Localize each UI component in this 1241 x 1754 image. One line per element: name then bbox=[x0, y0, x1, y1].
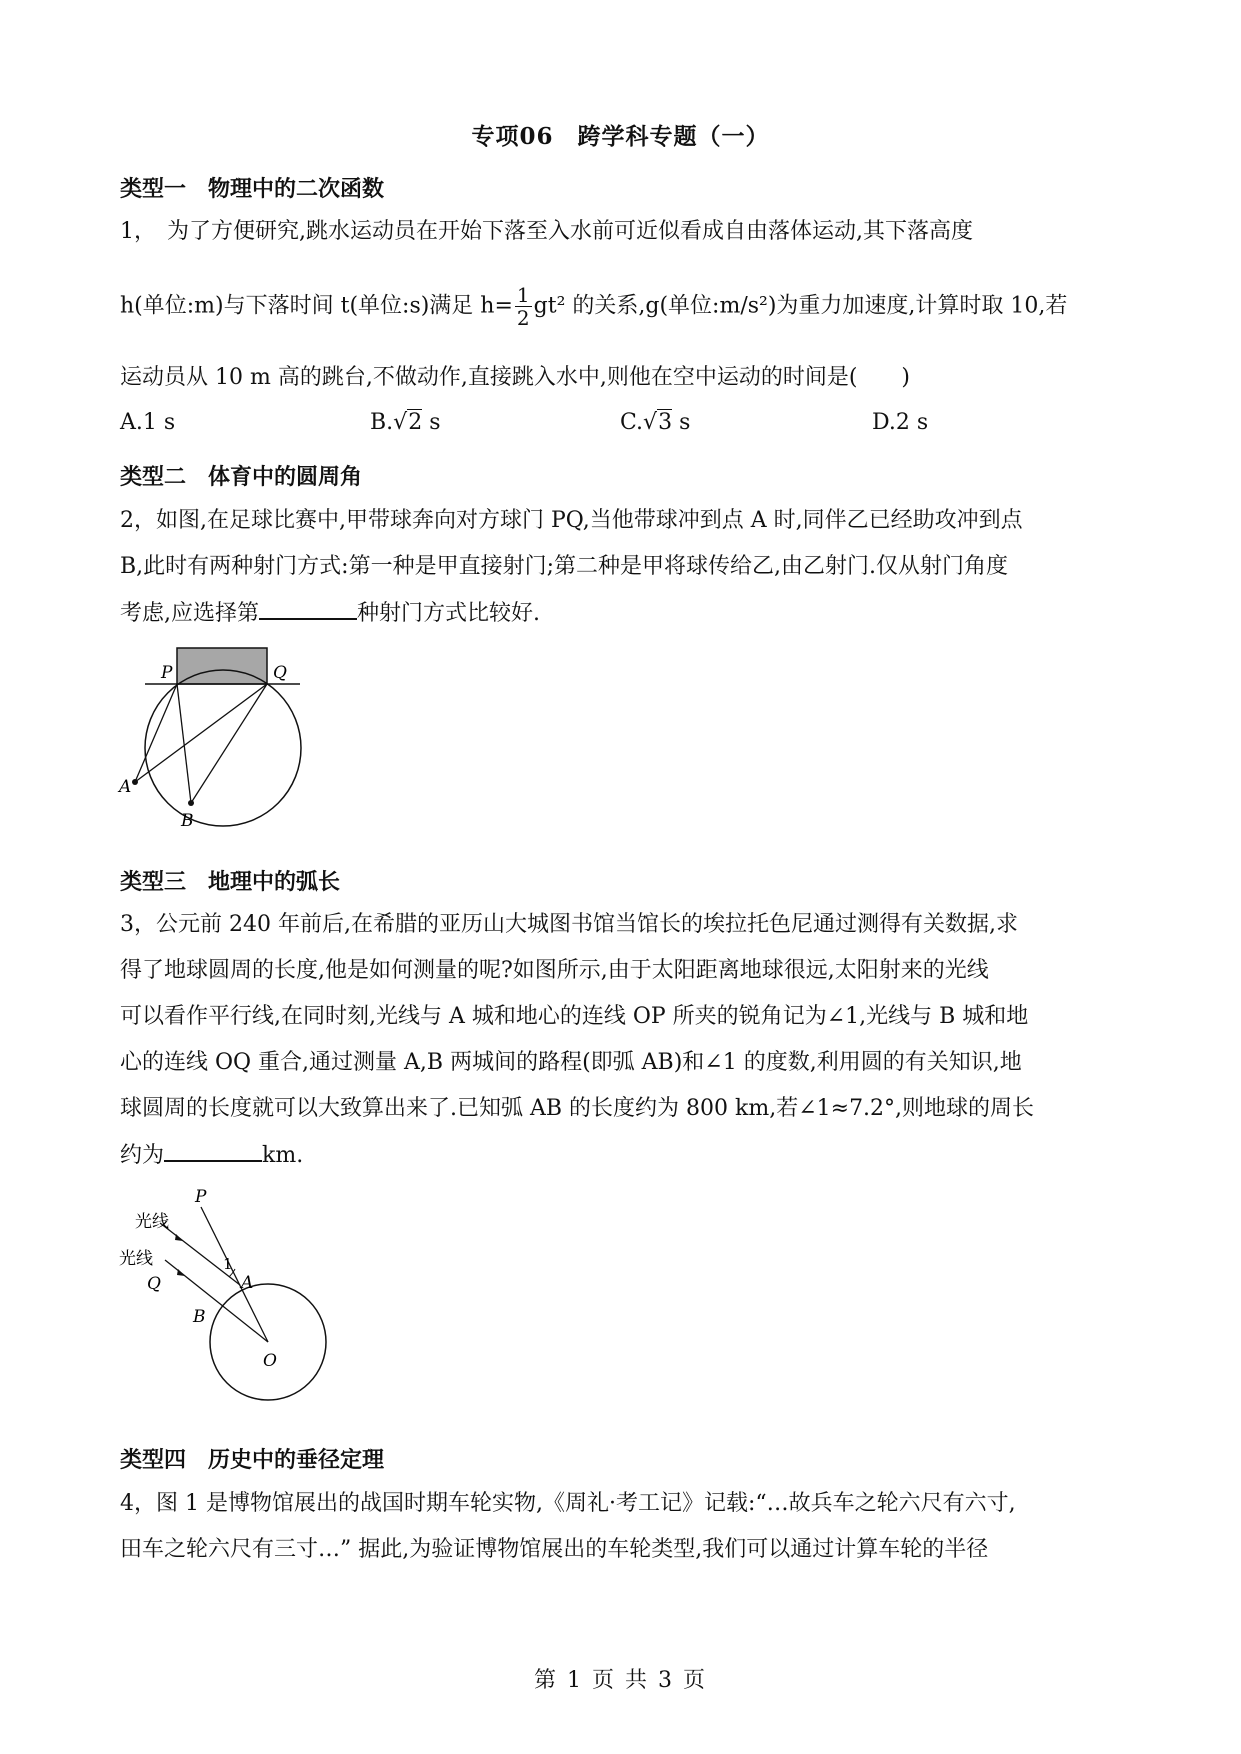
q2-line-3a: 考虑,应选择第 bbox=[120, 601, 259, 626]
section-heading-3: 类型三 地理中的弧长 bbox=[120, 869, 341, 895]
sqrt-3: √3 bbox=[643, 410, 673, 435]
q2-line-3b: 种射门方式比较好. bbox=[357, 601, 540, 626]
label-angle-1: 1 bbox=[223, 1255, 233, 1273]
q1-line-2 bbox=[120, 284, 1067, 329]
earth-light-diagram bbox=[115, 1185, 345, 1415]
point-b bbox=[188, 800, 194, 806]
q1-line-2a: h(单位:m)与下落时间 t(单位:s)满足 h= bbox=[120, 293, 513, 319]
label-b: B bbox=[181, 811, 194, 831]
line-QA bbox=[135, 684, 267, 782]
line-PA bbox=[135, 684, 177, 782]
fraction-denominator: 2 bbox=[516, 306, 530, 330]
radicand-2: 2 bbox=[408, 410, 423, 435]
label-light-1: 光线 bbox=[135, 1212, 169, 1232]
radicand-3: 3 bbox=[658, 410, 673, 435]
q2-line-2: B,此时有两种射门方式:第一种是甲直接射门;第二种是甲将球传给乙,由乙射门.仅从射门角度 bbox=[120, 554, 1008, 579]
line-PB bbox=[177, 684, 191, 803]
soccer-goal-diagram bbox=[115, 640, 315, 840]
circle bbox=[145, 670, 301, 826]
goal-rect bbox=[177, 648, 267, 684]
label-p: P bbox=[161, 663, 173, 683]
option-c-label: C. bbox=[620, 410, 644, 435]
page-footer: 第 1 页 共 3 页 bbox=[534, 1668, 707, 1693]
label-a: A bbox=[119, 777, 132, 797]
section-heading-1: 类型一 物理中的二次函数 bbox=[120, 176, 385, 202]
label-b: B bbox=[193, 1307, 206, 1327]
q2-line-1: 2，如图,在足球比赛中,甲带球奔向对方球门 PQ,当他带球冲到点 A 时,同伴乙已经助攻冲到点 bbox=[120, 508, 1023, 533]
arrow-2 bbox=[177, 1269, 185, 1276]
q1-line-1: 1， 为了方便研究,跳水运动员在开始下落至入水前可近似看成自由落体运动,其下落高度 bbox=[120, 219, 973, 244]
option-b-unit: s bbox=[422, 410, 441, 435]
label-light-2: 光线 bbox=[119, 1249, 153, 1269]
document-title: 专项06 跨学科专题（一） bbox=[471, 123, 770, 150]
q1-option-c bbox=[620, 410, 690, 435]
section-heading-4: 类型四 历史中的垂径定理 bbox=[120, 1447, 385, 1473]
q1-option-d: D.2 s bbox=[872, 410, 929, 435]
line-QB bbox=[191, 684, 267, 803]
q1-option-a: A.1 s bbox=[120, 410, 176, 435]
q1-line-2b: gt² 的关系,g(单位:m/s²)为重力加速度,计算时取 10,若 bbox=[533, 293, 1068, 319]
section-heading-2: 类型二 体育中的圆周角 bbox=[120, 464, 363, 490]
q3-line-4: 心的连线 OQ 重合,通过测量 A,B 两城间的路程(即弧 AB)和∠1 的度数,利用圆的有关知识,地 bbox=[120, 1050, 1022, 1075]
q3-line-1: 3，公元前 240 年前后,在希腊的亚历山大城图书馆当馆长的埃拉托色尼通过测得有关数据,求 bbox=[120, 912, 1018, 937]
option-c-unit: s bbox=[672, 410, 691, 435]
point-a bbox=[132, 779, 138, 785]
label-p: P bbox=[195, 1187, 207, 1207]
option-b-label: B. bbox=[370, 410, 394, 435]
q3-line-2: 得了地球圆周的长度,他是如何测量的呢?如图所示,由于太阳距离地球很远,太阳射来的光线 bbox=[120, 958, 989, 983]
answer-blank bbox=[259, 598, 357, 620]
half-fraction bbox=[515, 284, 532, 329]
q4-line-2: 田车之轮六尺有三寸…” 据此,为验证博物馆展出的车轮类型,我们可以通过计算车轮的半径 bbox=[120, 1537, 989, 1562]
label-q: Q bbox=[273, 663, 287, 683]
q1-option-b bbox=[370, 410, 441, 435]
label-q: Q bbox=[147, 1274, 161, 1294]
q3-line-6a: 约为 bbox=[120, 1143, 165, 1168]
label-o: O bbox=[263, 1351, 277, 1371]
q1-line-3: 运动员从 10 m 高的跳台,不做动作,直接跳入水中,则他在空中运动的时间是( ) bbox=[120, 365, 910, 390]
q3-line-6 bbox=[120, 1140, 303, 1171]
fraction-numerator: 1 bbox=[516, 283, 530, 307]
line-OP bbox=[201, 1207, 268, 1342]
q4-line-1: 4，图 1 是博物馆展出的战国时期车轮实物,《周礼·考工记》记载:“…故兵车之轮六尺有六寸, bbox=[120, 1491, 1016, 1516]
sqrt-2: √2 bbox=[393, 410, 423, 435]
arrow-1 bbox=[175, 1234, 183, 1241]
q3-line-3: 可以看作平行线,在同时刻,光线与 A 城和地心的连线 OP 所夹的锐角记为∠1,光线与 B 城和地 bbox=[120, 1004, 1029, 1029]
q3-line-6b: km. bbox=[262, 1143, 304, 1168]
q3-line-5: 球圆周的长度就可以大致算出来了.已知弧 AB 的长度约为 800 km,若∠1≈7.2°,则地球的周长 bbox=[120, 1096, 1035, 1121]
answer-blank-2 bbox=[164, 1140, 262, 1162]
light-ray-1 bbox=[160, 1223, 240, 1285]
q2-line-3 bbox=[120, 598, 540, 629]
label-a: A bbox=[241, 1273, 254, 1293]
